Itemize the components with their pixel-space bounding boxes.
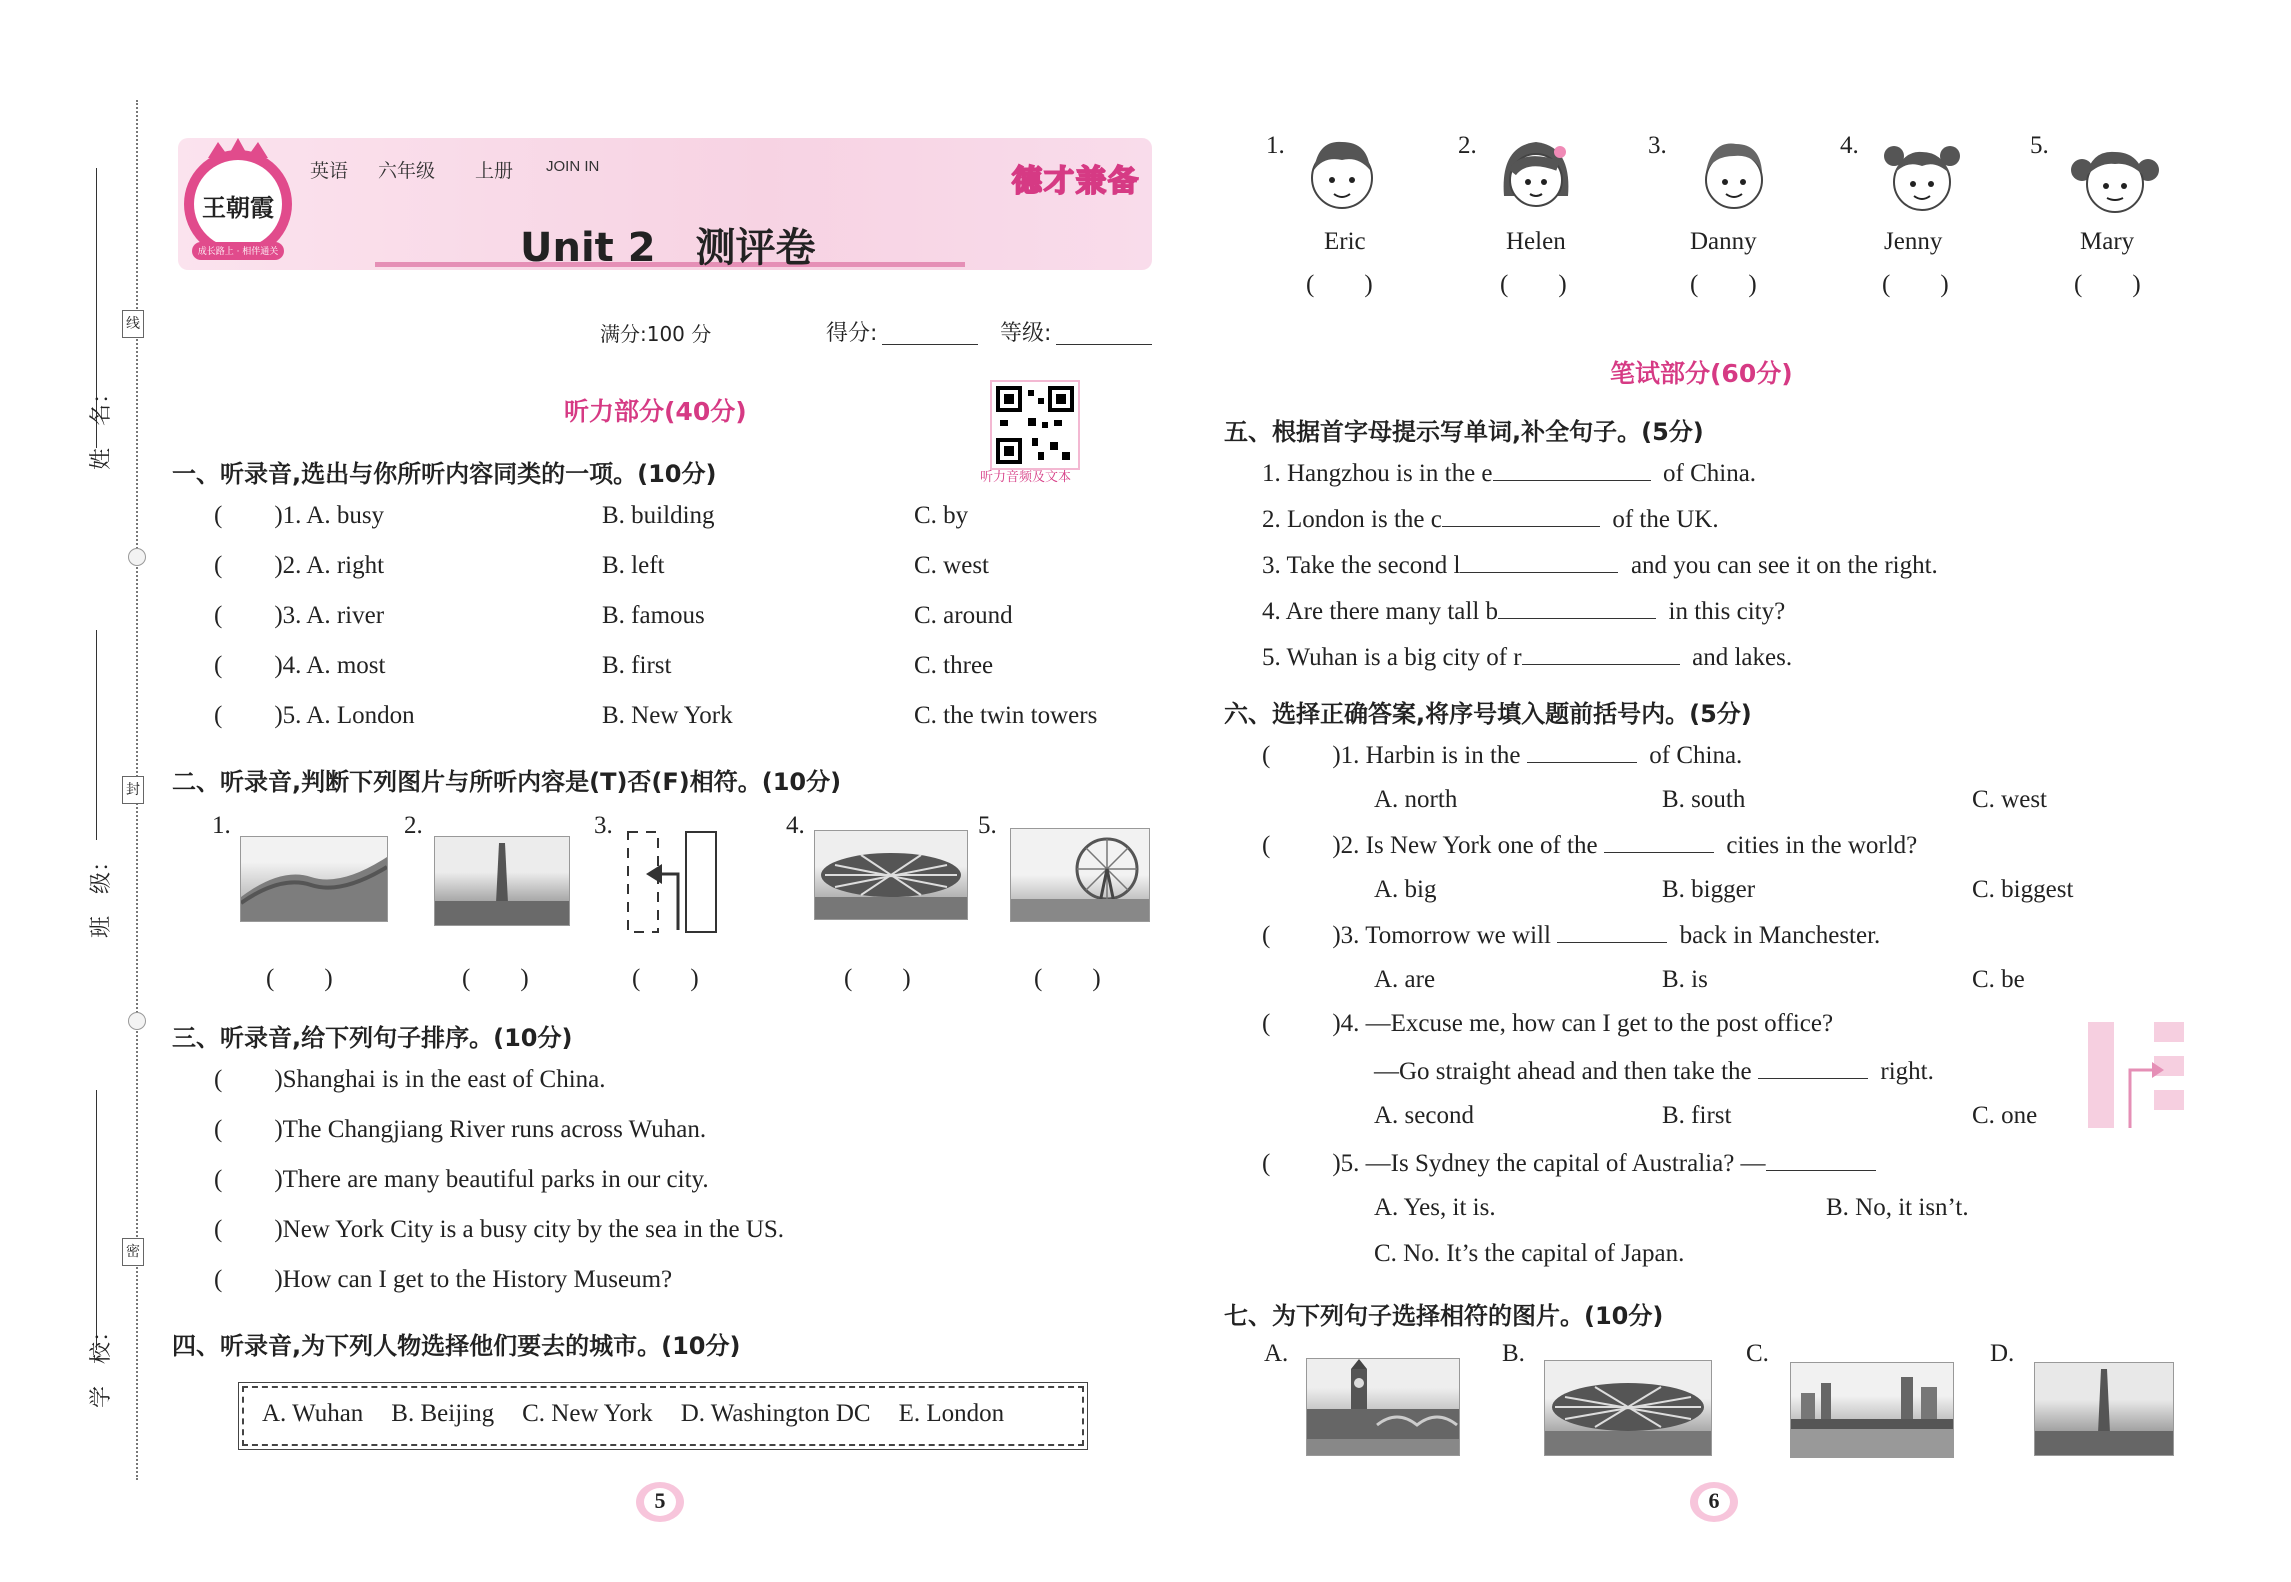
s1-q5-b: B. New York	[602, 702, 733, 729]
subject: 英语	[310, 160, 349, 182]
section-1-title: 一、听录音,选出与你所听内容同类的一项。(10分)	[172, 460, 717, 488]
s1-q5-c: C. the twin towers	[914, 702, 1098, 729]
s2-answer-paren[interactable]: ( )	[266, 965, 333, 992]
s5-rest: of China.	[1663, 460, 1757, 487]
s1-q2-c: C. west	[914, 552, 989, 579]
motto-badge: 德才兼备	[1012, 164, 1140, 199]
s7-label: B.	[1502, 1340, 1525, 1367]
s6-option: B. south	[1662, 786, 1746, 813]
monument-icon	[2035, 1363, 2173, 1455]
s6-option: B. No, it isn’t.	[1826, 1194, 1969, 1221]
s5-blank[interactable]	[1460, 550, 1618, 573]
s3-sentence: )There are many beautiful parks in our city.	[274, 1166, 709, 1193]
girl-face	[2070, 130, 2160, 226]
birds-nest-photo	[1544, 1360, 1712, 1456]
city-skyline-icon	[1791, 1363, 1953, 1457]
s6-q1-rest: of China.	[1649, 742, 1743, 769]
turn-left-sign	[626, 830, 718, 934]
boy-face-icon	[1694, 126, 1774, 226]
turn-right-decor-icon	[2088, 1020, 2188, 1130]
s5-rest: and lakes.	[1692, 644, 1793, 671]
s2-num: 5.	[978, 812, 997, 839]
s1-q4-c: C. three	[914, 652, 994, 679]
city-options-box	[242, 1386, 1084, 1446]
s2-num: 3.	[594, 812, 613, 839]
s4-answer-paren[interactable]: ( )	[1306, 271, 1373, 298]
person-name: Mary	[2080, 228, 2135, 255]
great-wall-photo	[240, 836, 388, 922]
binding-hole	[128, 1012, 146, 1030]
s2-answer-paren[interactable]: ( )	[462, 965, 529, 992]
name-label: 姓 名：	[89, 381, 114, 470]
page-number-right: 6	[1708, 1488, 1720, 1513]
s1-q3-c: C. around	[914, 602, 1013, 629]
level-label: 等级:	[1000, 321, 1052, 346]
city-river-photo	[1790, 1362, 1954, 1458]
s1-q3-b: B. famous	[602, 602, 705, 629]
s1-row	[214, 652, 385, 680]
s5-prompt: 2. London is the c	[1262, 506, 1442, 533]
person-num: 4.	[1840, 132, 1859, 159]
s5-prompt: 1. Hangzhou is in the e	[1262, 460, 1493, 487]
boy-face	[1302, 126, 1382, 226]
city-option: E. London	[898, 1400, 1005, 1427]
s1-q1-b: B. building	[602, 502, 715, 529]
s6-option: A. north	[1374, 786, 1458, 813]
s4-answer-paren[interactable]: ( )	[1882, 271, 1949, 298]
s1-q3: )3. A. river	[274, 602, 385, 629]
answer-paren[interactable]: (	[214, 502, 223, 529]
s7-label: D.	[1990, 1340, 2015, 1367]
s2-answer-paren[interactable]: ( )	[632, 965, 699, 992]
s6-option: B. first	[1662, 1102, 1732, 1129]
qr-caption: 听力音频及文本	[980, 470, 1072, 485]
answer-paren[interactable]: (	[1262, 922, 1271, 949]
s2-num: 1.	[212, 812, 231, 839]
girl-face	[1496, 126, 1576, 226]
s5-prompt: 4. Are there many tall b	[1262, 598, 1499, 625]
birds-nest-photo	[814, 830, 968, 920]
school-line	[96, 1090, 97, 1350]
s7-label: A.	[1264, 1340, 1289, 1367]
s5-rest: of the UK.	[1612, 506, 1719, 533]
s6-q4: )4. —Excuse me, how can I get to the post office?	[1332, 1010, 1834, 1037]
person-num: 2.	[1458, 132, 1477, 159]
girl-buns-icon	[2070, 130, 2160, 226]
city-option: A. Wuhan	[262, 1400, 364, 1427]
person-name: Jenny	[1884, 228, 1943, 255]
girl-face	[1880, 130, 1964, 226]
logo	[178, 136, 298, 266]
answer-paren[interactable]: (	[1262, 832, 1271, 859]
washington-monument-photo	[2034, 1362, 2174, 1456]
turn-left-icon	[626, 830, 718, 934]
s1-row	[214, 602, 384, 630]
person-name: Helen	[1506, 228, 1566, 255]
s6-option: B. bigger	[1662, 876, 1756, 903]
page-number-badge	[1688, 1476, 1740, 1524]
listening-title: 听力部分(40分)	[564, 397, 747, 426]
s6-q2: )2. Is New York one of the	[1332, 832, 1598, 859]
answer-paren[interactable]: (	[214, 1166, 223, 1193]
s6-option: C. be	[1972, 966, 2025, 993]
answer-paren[interactable]: (	[1262, 742, 1271, 769]
s6-q3: )3. Tomorrow we will	[1332, 922, 1551, 949]
washington-monument-photo	[434, 836, 570, 926]
great-wall-icon	[241, 837, 387, 921]
s5-rest: and you can see it on the right.	[1630, 552, 1938, 579]
stadium-icon	[815, 831, 967, 919]
writing-title: 笔试部分(60分)	[1610, 359, 1793, 388]
s6-blank[interactable]	[1758, 1056, 1868, 1079]
s3-sentence: )Shanghai is in the east of China.	[274, 1066, 606, 1093]
section-6-title: 六、选择正确答案,将序号填入题前括号内。(5分)	[1224, 700, 1752, 728]
s4-answer-paren[interactable]: ( )	[1690, 271, 1757, 298]
margin-box-line: 线	[122, 310, 144, 338]
answer-paren[interactable]: (	[214, 1266, 223, 1293]
answer-paren[interactable]: (	[1262, 1150, 1271, 1177]
city-option: D. Washington DC	[680, 1400, 871, 1427]
s6-blank[interactable]	[1557, 920, 1667, 943]
s5-blank[interactable]	[1442, 504, 1600, 527]
s1-q2: )2. A. right	[274, 552, 385, 579]
qr-code-icon	[992, 382, 1078, 468]
school-label: 学 校：	[89, 1319, 114, 1408]
s1-q2-b: B. left	[602, 552, 665, 579]
s6-q5: )5. —Is Sydney the capital of Australia? —	[1332, 1150, 1766, 1177]
ferris-wheel-icon	[1011, 829, 1149, 921]
s4-answer-paren[interactable]: ( )	[2074, 271, 2141, 298]
big-ben-icon	[1307, 1359, 1459, 1455]
qr-code[interactable]	[990, 380, 1080, 470]
logo-motto: 成长路上 · 相伴通关	[197, 247, 279, 257]
city-option: B. Beijing	[391, 1400, 495, 1427]
s2-num: 2.	[404, 812, 423, 839]
answer-paren[interactable]: (	[214, 702, 223, 729]
answer-paren[interactable]: (	[214, 552, 223, 579]
person-name: Eric	[1324, 228, 1366, 255]
score-field[interactable]	[882, 322, 978, 345]
person-num: 3.	[1648, 132, 1667, 159]
s5-prompt: 5. Wuhan is a big city of r	[1262, 644, 1522, 671]
section-7-title: 七、为下列句子选择相符的图片。(10分)	[1224, 1302, 1664, 1330]
level-field[interactable]	[1056, 322, 1152, 345]
s3-sentence: )How can I get to the History Museum?	[274, 1266, 673, 1293]
s6-option: C. No. It’s the capital of Japan.	[1374, 1240, 1685, 1267]
section-5-title: 五、根据首字母提示写单词,补全句子。(5分)	[1224, 418, 1704, 446]
term: 上册	[475, 160, 514, 182]
s2-num: 4.	[786, 812, 805, 839]
section-2-title: 二、听录音,判断下列图片与所听内容是(T)否(F)相符。(10分)	[172, 768, 842, 796]
edition: JOIN IN	[546, 158, 600, 175]
s1-row	[214, 702, 415, 730]
big-ben-photo	[1306, 1358, 1460, 1456]
score-label: 得分:	[826, 321, 878, 346]
s6-blank[interactable]	[1527, 740, 1637, 763]
girl-pigtails-icon	[1880, 130, 1964, 226]
s6-q4-line2: —Go straight ahead and then take the	[1374, 1058, 1752, 1085]
s6-q1: )1. Harbin is in the	[1332, 742, 1521, 769]
s6-option: C. west	[1972, 786, 2047, 813]
city-option: C. New York	[522, 1400, 653, 1427]
boy-face	[1694, 126, 1774, 226]
s1-row	[214, 502, 384, 530]
s1-q4: )4. A. most	[274, 652, 386, 679]
s1-q4-b: B. first	[602, 652, 672, 679]
s6-option: A. second	[1374, 1102, 1474, 1129]
answer-paren[interactable]: (	[214, 1116, 223, 1143]
answer-paren[interactable]: (	[214, 652, 223, 679]
page-number-badge	[634, 1476, 686, 1524]
girl-face-icon	[1496, 126, 1576, 226]
class-line	[96, 630, 97, 840]
s1-row	[214, 552, 384, 580]
s7-label: C.	[1746, 1340, 1769, 1367]
s3-sentence: )The Changjiang River runs across Wuhan.	[274, 1116, 707, 1143]
margin-box-seal: 封	[122, 776, 144, 804]
s6-q2-rest: cities in the world?	[1726, 832, 1918, 859]
s3-sentence: )New York City is a busy city by the sea in the US.	[274, 1216, 785, 1243]
person-num: 1.	[1266, 132, 1285, 159]
class-label: 班 级：	[89, 849, 114, 938]
full-score: 满分:100 分	[600, 322, 712, 346]
logo-text: 王朝霞	[202, 194, 274, 222]
s5-blank[interactable]	[1498, 596, 1656, 619]
monument-icon	[435, 837, 569, 925]
s6-blank[interactable]	[1604, 830, 1714, 853]
s5-rest: in this city?	[1668, 598, 1786, 625]
binding-hole	[128, 548, 146, 566]
s6-q3-rest: back in Manchester.	[1679, 922, 1881, 949]
s6-option: C. biggest	[1972, 876, 2074, 903]
s6-option: A. are	[1374, 966, 1436, 993]
s5-prompt: 3. Take the second l	[1262, 552, 1461, 579]
s5-blank[interactable]	[1522, 642, 1680, 665]
page-title: Unit 2 测评卷	[520, 225, 816, 271]
margin-box-secret: 密	[122, 1238, 144, 1266]
s6-option: A. big	[1374, 876, 1437, 903]
s2-answer-paren[interactable]: ( )	[1034, 965, 1101, 992]
s1-q1: )1. A. busy	[274, 502, 385, 529]
section-3-title: 三、听录音,给下列句子排序。(10分)	[172, 1024, 573, 1052]
s5-blank[interactable]	[1493, 458, 1651, 481]
answer-paren[interactable]: (	[214, 1216, 223, 1243]
boy-face-icon	[1302, 126, 1382, 226]
london-eye-photo	[1010, 828, 1150, 922]
page-number-left: 5	[654, 1488, 666, 1513]
s6-q4-rest: right.	[1880, 1058, 1934, 1085]
person-name: Danny	[1690, 228, 1757, 255]
answer-paren[interactable]: (	[214, 1066, 223, 1093]
s6-option: B. is	[1662, 966, 1708, 993]
s1-q5: )5. A. London	[274, 702, 415, 729]
s2-answer-paren[interactable]: ( )	[844, 965, 911, 992]
s4-answer-paren[interactable]: ( )	[1500, 271, 1567, 298]
s6-option: C. one	[1972, 1102, 2038, 1129]
section-4-title: 四、听录音,为下列人物选择他们要去的城市。(10分)	[172, 1332, 741, 1360]
answer-paren[interactable]: (	[214, 602, 223, 629]
person-num: 5.	[2030, 132, 2049, 159]
s6-option: A. Yes, it is.	[1374, 1194, 1496, 1221]
answer-paren[interactable]: (	[1262, 1010, 1271, 1037]
s1-q1-c: C. by	[914, 502, 969, 529]
grade: 六年级	[378, 160, 436, 182]
decorative-sign	[2088, 1020, 2188, 1130]
stadium-icon	[1545, 1361, 1711, 1455]
s6-blank[interactable]	[1766, 1148, 1876, 1171]
